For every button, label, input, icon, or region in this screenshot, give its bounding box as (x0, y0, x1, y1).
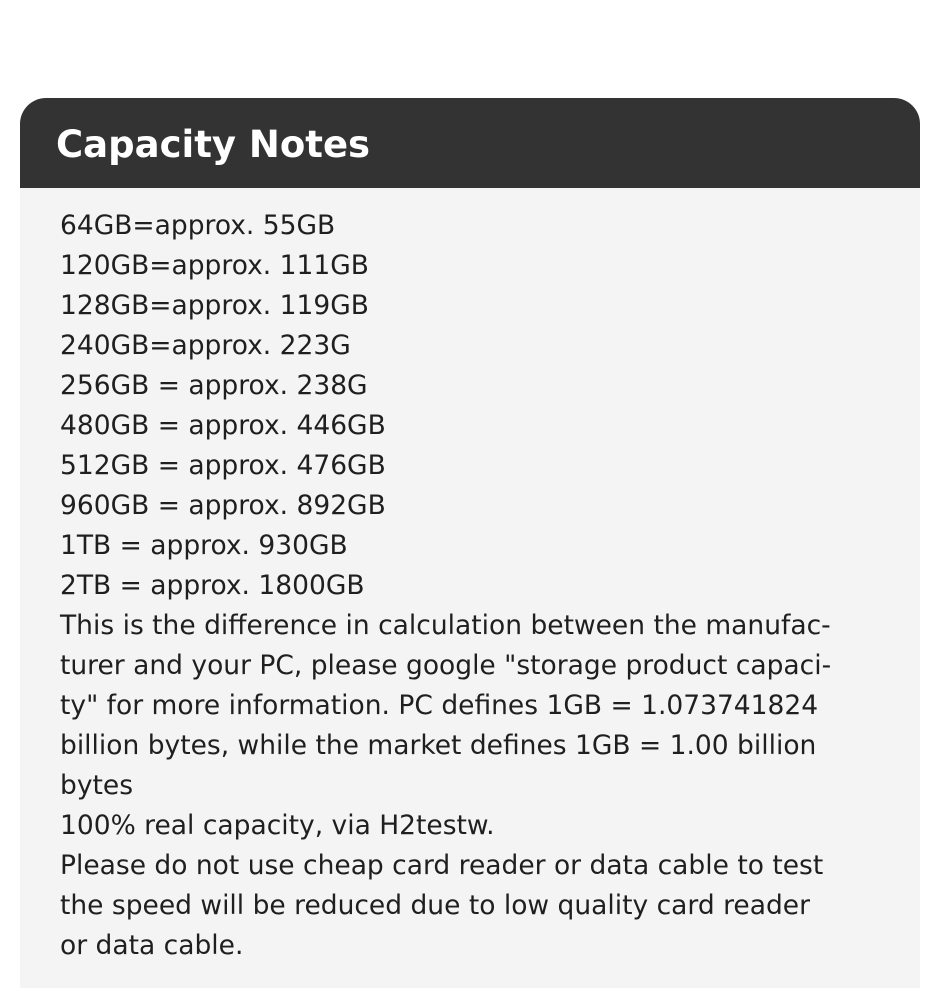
explanation-paragraph (60, 606, 884, 806)
capacity-item: 256GB = approx. 238G (60, 370, 368, 401)
capacity-item: 480GB = approx. 446GB (60, 410, 386, 441)
capacity-item: 120GB=approx. 111GB (60, 250, 369, 281)
real-capacity-note: 100% real capacity, via H2testw. (60, 810, 495, 841)
warning-line: or data cable. (60, 930, 244, 961)
capacity-item: 960GB = approx. 892GB (60, 490, 386, 521)
card-title: Capacity Notes (56, 122, 371, 166)
capacity-notes-card (20, 98, 920, 988)
capacity-item: 240GB=approx. 223G (60, 330, 351, 361)
warning-line: Please do not use cheap card reader or data cable to test (60, 850, 824, 881)
explanation-line: billion bytes, while the market defines 1GB = 1.00 billion (60, 730, 817, 761)
explanation-line: turer and your PC, please google "storage product capaci- (60, 650, 832, 681)
card-header (20, 98, 920, 188)
warning-paragraph (60, 846, 884, 966)
explanation-line: bytes (60, 770, 134, 801)
capacity-item: 512GB = approx. 476GB (60, 450, 386, 481)
warning-line: the speed will be reduced due to low quality card reader (60, 890, 810, 921)
explanation-line: ty" for more information. PC defines 1GB = 1.073741824 (60, 690, 819, 721)
capacity-item: 64GB=approx. 55GB (60, 210, 336, 241)
capacity-item: 2TB = approx. 1800GB (60, 570, 365, 601)
card-body (20, 188, 920, 966)
explanation-line: This is the difference in calculation between the manufac- (60, 610, 831, 641)
capacity-list (60, 206, 884, 606)
capacity-item: 128GB=approx. 119GB (60, 290, 369, 321)
capacity-item: 1TB = approx. 930GB (60, 530, 348, 561)
